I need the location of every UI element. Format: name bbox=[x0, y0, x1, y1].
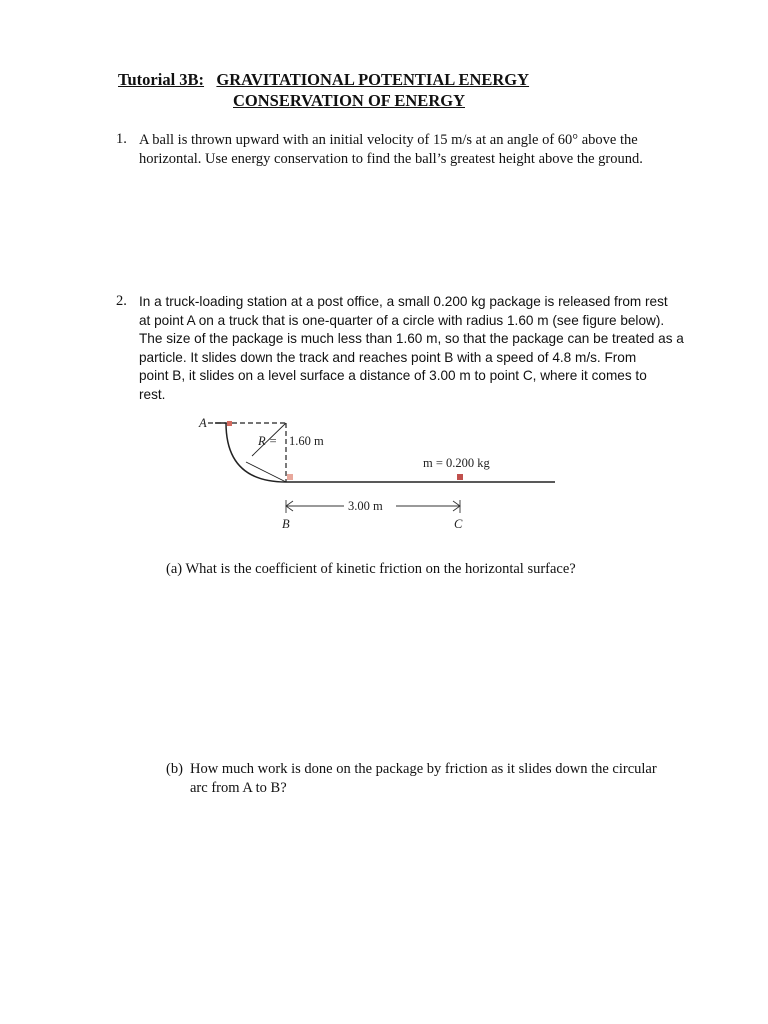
package-at-c bbox=[457, 474, 463, 480]
question-1-text bbox=[139, 131, 699, 168]
question-1-line: horizontal. Use energy conservation to find the ball’s greatest height above the ground. bbox=[139, 150, 643, 167]
label-r: R = bbox=[258, 434, 278, 448]
question-1-line: A ball is thrown upward with an initial velocity of 15 m/s at an angle of 60° above the bbox=[139, 132, 638, 148]
question-2-line: The size of the package is much less than 1.60 m, so that the package can be treated as a bbox=[139, 331, 684, 346]
part-a bbox=[166, 560, 576, 579]
part-a-text: What is the coefficient of kinetic friction on the horizontal surface? bbox=[185, 561, 576, 577]
part-b-text bbox=[190, 760, 657, 797]
part-b-label: (b) bbox=[166, 761, 183, 777]
question-2-number: 2. bbox=[116, 293, 127, 309]
question-2-line: at point A on a truck that is one-quarter of a circle with radius 1.60 m (see figure below). bbox=[139, 312, 665, 328]
label-b: B bbox=[282, 517, 290, 531]
label-mass: m = 0.200 kg bbox=[423, 456, 490, 470]
title-conservation-of-energy: CONSERVATION OF ENERGY bbox=[233, 91, 465, 110]
question-2-line: In a truck-loading station at a post office, a small 0.200 kg package is released from rest bbox=[139, 294, 668, 309]
question-1-number: 1. bbox=[116, 131, 127, 147]
label-a: A bbox=[199, 416, 207, 430]
question-2-line: particle. It slides down the track and reaches point B with a speed of 4.8 m/s. From bbox=[139, 349, 637, 365]
tutorial-title-line-1 bbox=[118, 70, 529, 90]
part-a-label: (a) bbox=[166, 561, 183, 577]
part-b-line: How much work is done on the package by friction as it slides down the circular bbox=[190, 761, 657, 777]
question-2-text bbox=[139, 293, 699, 404]
radius-line-lower bbox=[246, 462, 286, 482]
question-2-line: point B, it slides on a level surface a distance of 3.00 m to point C, where it comes to bbox=[139, 368, 647, 383]
part-b-line: arc from A to B? bbox=[190, 779, 287, 796]
question-2-line: rest. bbox=[139, 386, 166, 402]
label-c: C bbox=[454, 517, 463, 531]
truck-ramp-figure bbox=[190, 410, 560, 540]
label-radius: 1.60 m bbox=[289, 434, 324, 448]
package-at-b bbox=[287, 474, 293, 480]
tutorial-label: Tutorial 3B: bbox=[118, 70, 205, 89]
package-at-a bbox=[227, 421, 232, 426]
title-gravitational-potential-energy: GRAVITATIONAL POTENTIAL ENERGY bbox=[216, 70, 530, 89]
label-distance: 3.00 m bbox=[348, 499, 383, 513]
